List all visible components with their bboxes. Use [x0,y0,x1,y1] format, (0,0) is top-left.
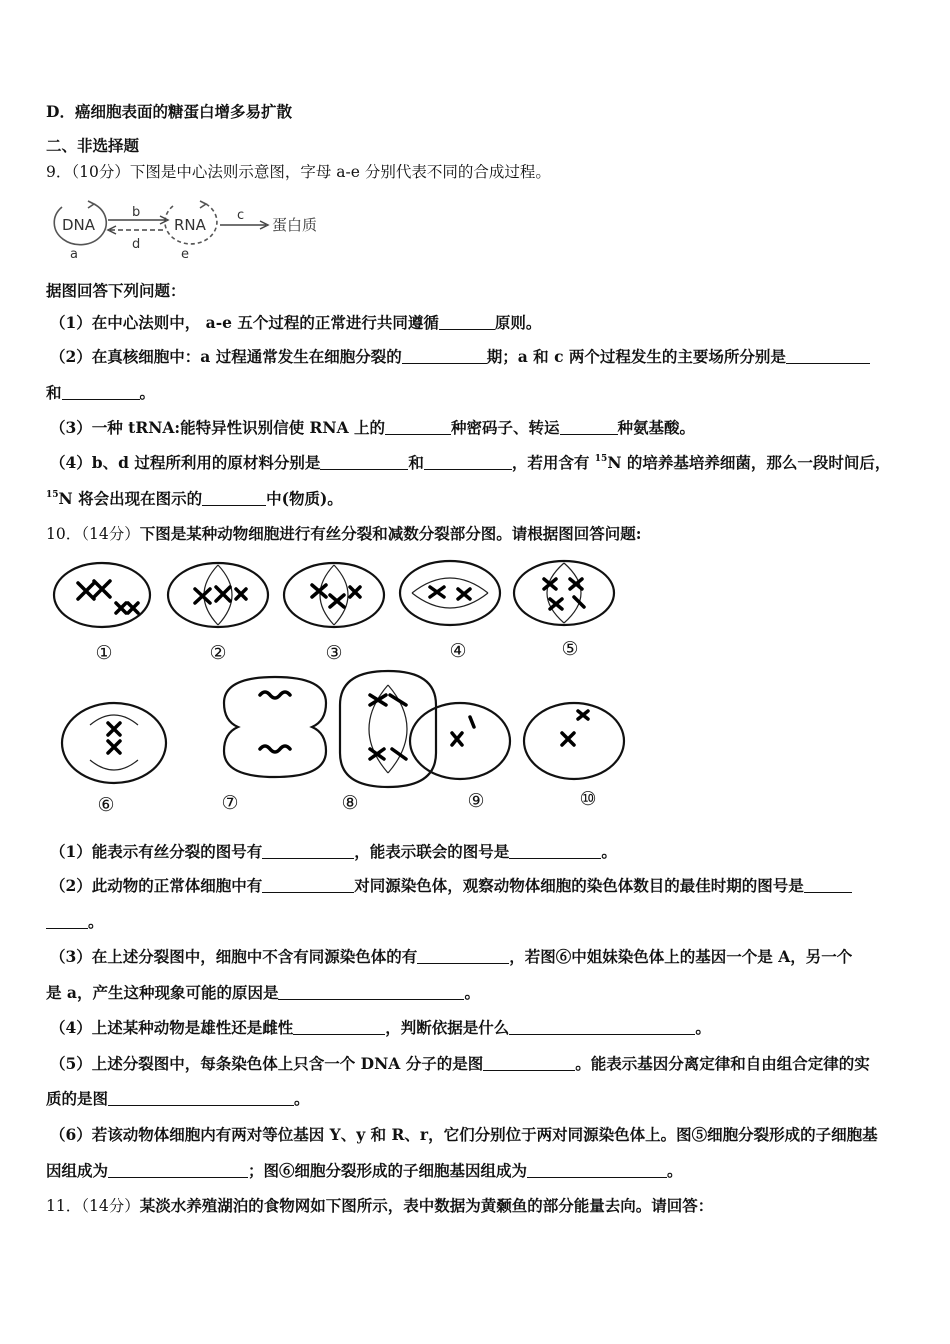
answer-blank[interactable] [560,418,618,435]
q10-p4-text: （4）上述某种动物是雄性还是雌性 [50,1018,294,1037]
q9-stem [46,162,551,182]
q10-part4 [50,1018,711,1038]
q10-p2-text: （2）此动物的正常体细胞中有 [50,876,263,895]
q10-p4-mid: ，判断依据是什么 [385,1018,510,1037]
q10-p5-text: （5）上述分裂图中，每条染色体上只含一个 DNA 分子的是图 [50,1054,484,1073]
q9-part2 [50,347,870,367]
q9-p4-line2-end: 中(物质)。 [266,489,343,508]
q10-part5-line2 [46,1089,310,1109]
q10-p3-post: ，若图⑥中姐妹染色体上的基因一个是 A，另一个 [509,947,853,966]
q10-p3-line2-text: 是 a，产生这种现象可能的原因是 [46,983,279,1002]
q10-p2-end: 。 [88,912,104,931]
rna-label: RNA [174,216,206,234]
cell-label-4: ④ [449,640,467,662]
cell-label-3: ③ [325,642,343,664]
q9-p2-text: （2）在真核细胞中：a 过程通常发生在细胞分裂的 [50,347,402,366]
answer-blank[interactable] [786,347,870,364]
option-d-text: D．癌细胞表面的糖蛋白增多易扩散 [46,102,292,121]
q10-p5-end: 。 [294,1089,310,1108]
answer-blank[interactable] [62,383,140,400]
q10-p1-end: 。 [601,842,617,861]
q10-p1-mid: ，能表示联会的图号是 [354,842,510,861]
process-d-label: d [132,237,141,252]
q10-stem-text: 下图是某种动物细胞进行有丝分裂和减数分裂部分图。请根据图回答问题: [139,524,642,543]
q10-part3-line2 [46,983,480,1003]
answer-blank[interactable] [509,842,601,859]
answer-blank[interactable] [439,313,495,330]
answer-blank[interactable] [262,876,354,893]
q9-p3-text: （3）一种 tRNA:能特异性识别信使 RNA 上的 [50,418,386,437]
q9-part1 [50,313,541,333]
process-a-label: a [70,247,78,262]
q9-p4-mid: 和 [408,453,424,472]
q10-p3-text: （3）在上述分裂图中，细胞中不含有同源染色体的有 [50,947,418,966]
cell-5 [514,561,614,625]
process-c-label: c [237,208,245,223]
answer-blank[interactable] [262,842,354,859]
cell-label-5: ⑤ [561,638,579,660]
q10-part1 [50,842,617,862]
q9-p1-text: （1）在中心法则中， a-e 五个过程的正常进行共同遵循 [50,313,439,332]
q10-score: （14分） [81,525,140,543]
cell-1 [54,563,150,627]
answer-blank[interactable] [402,347,487,364]
q9-p4-line2-text: N 将会出现在图示的 [58,489,203,508]
answer-blank[interactable] [278,983,464,1000]
q9-part2-line2 [46,383,155,403]
answer-blank[interactable] [320,453,408,470]
cell-3 [284,563,384,627]
cell-label-10: ⑩ [579,788,597,810]
cell-label-9: ⑨ [467,790,485,812]
q9-p1-end: 原则。 [494,313,542,332]
q9-p3-mid: 种密码子、转运 [451,418,560,437]
answer-blank[interactable] [293,1018,385,1035]
q10-p6-end: 。 [667,1161,683,1180]
cell-2 [168,563,268,627]
section-title: 二、非选择题 [46,136,140,155]
q10-p6-line2-text: 因组成为 [46,1161,109,1180]
answer-blank[interactable] [509,1018,695,1035]
protein-label: 蛋白质 [272,216,318,234]
q10-p1-text: （1）能表示有丝分裂的图号有 [50,842,263,861]
q10-p2-post: 对同源染色体，观察动物体细胞的染色体数目的最佳时期的图号是 [354,876,804,895]
cell-label-1: ① [95,642,113,664]
q11-number: 11． [46,1197,82,1215]
q9-part4-line2 [46,489,343,509]
cell-division-figure [50,555,640,820]
answer-blank[interactable] [108,1161,248,1178]
answer-blank[interactable] [46,912,88,929]
q9-p2-line2-text: 和 [46,383,62,402]
answer-blank[interactable] [108,1089,294,1106]
cell-8 [340,671,436,787]
q10-part6-line2 [46,1161,683,1181]
q10-p5-line2-text: 质的是图 [46,1089,109,1108]
answer-blank[interactable] [804,876,852,893]
isotope-superscript: 15 [46,490,59,500]
isotope-superscript: 15 [594,454,608,464]
cell-label-2: ② [209,642,227,664]
q9-part3 [50,418,695,438]
q10-part5 [50,1054,870,1074]
answer-blank[interactable] [483,1054,575,1071]
cell-label-6: ⑥ [97,794,115,816]
q9-stem-text: 下图是中心法则示意图，字母 a-e 分别代表不同的合成过程。 [129,163,551,181]
q9-p2-mid: 期；a 和 c 两个过程发生的主要场所分别是 [486,347,786,366]
q10-p4-end: 。 [695,1018,711,1037]
q10-p5-post: 。能表示基因分离定律和自由组合定律的实 [575,1054,870,1073]
cell-10 [524,703,624,779]
q9-p3-end: 种氨基酸。 [617,418,696,437]
q11-stem [46,1196,713,1216]
q11-score: （14分） [81,1197,140,1215]
answer-blank[interactable] [424,453,512,470]
q10-part2-line2 [46,912,104,932]
q10-p6-mid: ；图⑥细胞分裂形成的子细胞基因组成为 [248,1161,528,1180]
dna-label: DNA [62,216,96,234]
q9-p2-end: 。 [139,383,156,402]
cell-4 [400,561,500,625]
q9-score: （10分） [71,163,130,181]
answer-blank[interactable] [417,947,509,964]
answer-blank[interactable] [202,489,266,506]
q10-part2 [50,876,852,896]
q10-p6-text: （6）若该动物体细胞内有两对等位基因 Y、y 和 R、r，它们分别位于两对同源染色体上。图⑤细胞分裂形成的子细胞基 [50,1125,878,1144]
q9-p4-post: ，若用含有 [511,453,595,472]
q10-part3 [50,947,852,967]
q9-intro: 据图回答下列问题： [46,281,186,300]
q9-p4-text: （4）b、d 过程所利用的原材料分别是 [50,453,321,472]
q9-number: 9． [46,163,72,181]
q10-number: 10． [46,525,82,543]
cell-label-7: ⑦ [221,792,239,814]
q9-part4 [50,453,890,473]
q10-p3-end: 。 [464,983,480,1002]
cell-label-8: ⑧ [341,792,359,814]
answer-blank[interactable] [385,418,451,435]
q9-p4-post2: N 的培养基培养细菌，那么一段时间后， [607,453,891,472]
answer-blank[interactable] [527,1161,667,1178]
q10-stem [46,524,641,544]
process-b-label: b [132,205,141,220]
cell-7 [224,677,326,777]
q10-part6 [50,1125,878,1145]
q11-stem-text: 某淡水养殖湖泊的食物网如下图所示，表中数据为黄颡鱼的部分能量去向。请回答： [139,1196,714,1215]
process-e-label: e [181,247,189,262]
central-dogma-diagram [48,192,348,262]
